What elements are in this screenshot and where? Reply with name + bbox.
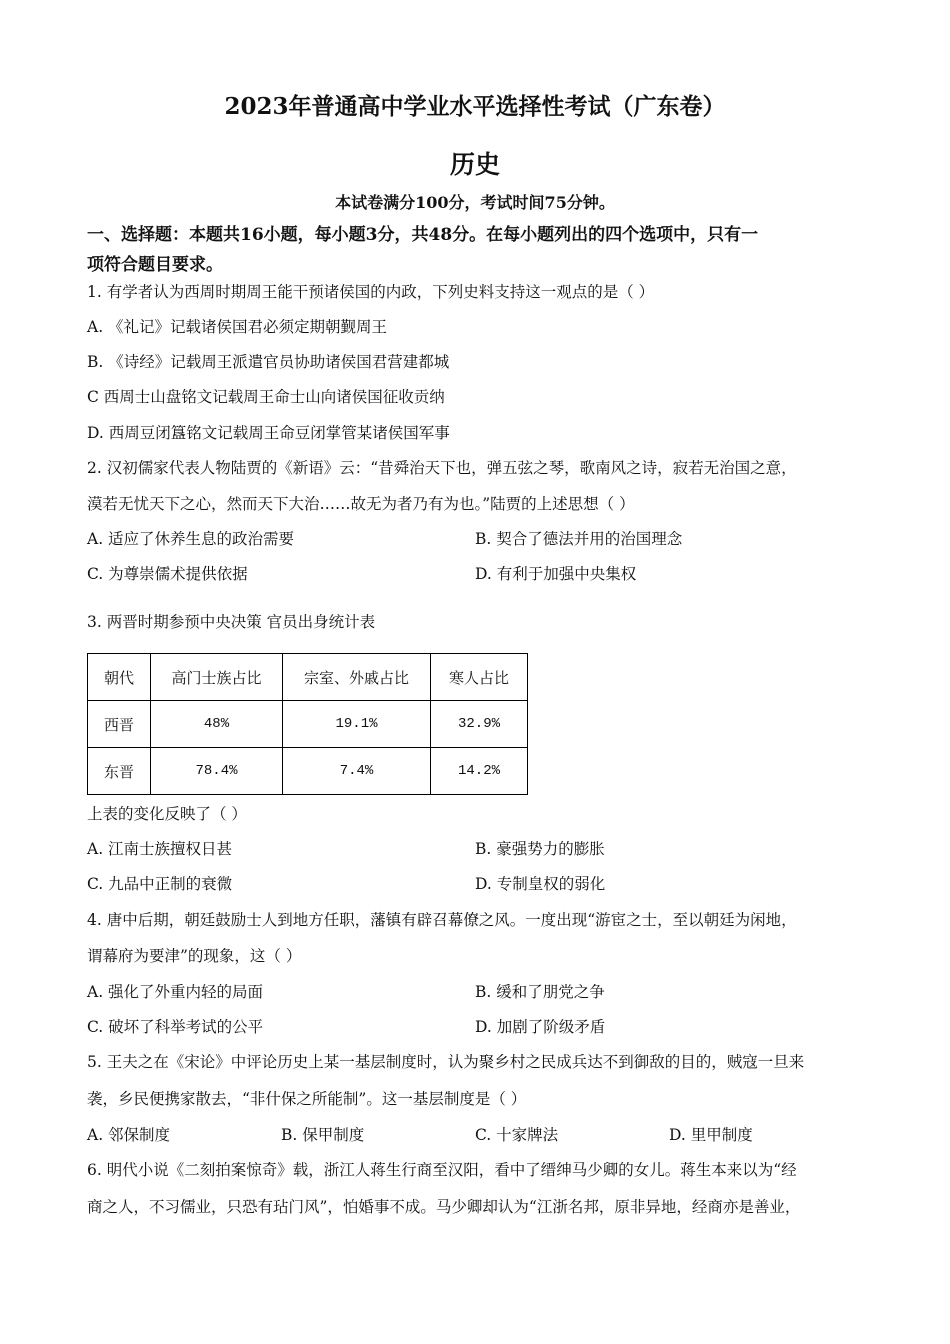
table-header-cell: 高门士族占比: [151, 654, 283, 701]
table-cell: 7.4%: [283, 748, 431, 795]
q4-stem-line2: 谓幕府为要津”的现象，这（ ）: [87, 947, 302, 965]
q4-option-d: D. 加剧了阶级矛盾: [475, 1018, 606, 1036]
q3-stem: 3. 两晋时期参预中央决策 官员出身统计表: [87, 613, 376, 631]
table-cell: 东晋: [88, 748, 151, 795]
q5-option-d: D. 里甲制度: [669, 1126, 753, 1144]
q1-option-d: D. 西周豆闭簋铭文记载周王命豆闭掌管某诸侯国军事: [87, 424, 450, 442]
q4-option-b: B. 缓和了朋党之争: [475, 983, 605, 1001]
q4-option-a: A. 强化了外重内轻的局面: [87, 983, 264, 1001]
q1-option-b: B. 《诗经》记载周王派遣官员协助诸侯国君营建都城: [87, 353, 450, 371]
q2-option-b: B. 契合了德法并用的治国理念: [475, 530, 683, 548]
q3-option-d: D. 专制皇权的弱化: [475, 875, 606, 893]
subject-title: 历史: [449, 150, 500, 179]
table-cell: 48%: [151, 701, 283, 748]
table-cell: 32.9%: [431, 701, 528, 748]
table-cell: 14.2%: [431, 748, 528, 795]
q2-option-c: C. 为尊崇儒术提供依据: [87, 565, 248, 583]
exam-title: 2023年普通高中学业水平选择性考试（广东卷）: [224, 93, 726, 120]
q3-option-b: B. 豪强势力的膨胀: [475, 840, 605, 858]
table-row: [88, 748, 528, 795]
q1-stem: 1. 有学者认为西周时期周王能干预诸侯国的内政，下列史料支持这一观点的是（ ）: [87, 283, 655, 301]
section-heading-line1: 一、选择题：本题共16小题，每小题3分，共48分。在每小题列出的四个选项中，只有一: [87, 225, 759, 245]
q2-stem-line1: 2. 汉初儒家代表人物陆贾的《新语》云：“昔舜治天下也，弹五弦之琴，歌南风之诗，寂若无治国之意，: [87, 459, 797, 477]
q4-option-c: C. 破坏了科举考试的公平: [87, 1018, 264, 1036]
q3-option-c: C. 九品中正制的衰微: [87, 875, 233, 893]
q2-option-d: D. 有利于加强中央集权: [475, 565, 637, 583]
table-header-cell: 朝代: [88, 654, 151, 701]
table-header-row: [88, 654, 528, 701]
q1-option-a: A. 《礼记》记载诸侯国君必须定期朝觐周王: [87, 318, 388, 336]
table-header-cell: 寒人占比: [431, 654, 528, 701]
q5-stem-line2: 袭，乡民便携家散去，“非什保之所能制”。这一基层制度是（ ）: [87, 1090, 527, 1108]
q3-after-table: 上表的变化反映了（ ）: [87, 805, 247, 823]
official-origin-table: [87, 653, 528, 795]
q5-stem-line1: 5. 王夫之在《宋论》中评论历史上某一基层制度时，认为聚乡村之民成兵达不到御敌的目的，贼寇一旦来: [87, 1053, 805, 1071]
q2-stem-line2: 漠若无忧天下之心，然而天下大治……故无为者乃有为也。”陆贾的上述思想（ ）: [87, 495, 635, 513]
table-header-cell: 宗室、外戚占比: [283, 654, 431, 701]
q5-option-a: A. 邻保制度: [87, 1126, 171, 1144]
q6-stem-line1: 6. 明代小说《二刻拍案惊奇》载，浙江人蒋生行商至汉阳，看中了缙绅马少卿的女儿。蒋生本来以为“经: [87, 1161, 797, 1179]
q4-stem-line1: 4. 唐中后期，朝廷鼓励士人到地方任职，藩镇有辟召幕僚之风。一度出现“游宦之士，至以朝廷为闲地，: [87, 911, 797, 929]
q2-option-a: A. 适应了休养生息的政治需要: [87, 530, 295, 548]
table-cell: 19.1%: [283, 701, 431, 748]
table-row: [88, 701, 528, 748]
table-cell: 78.4%: [151, 748, 283, 795]
table-cell: 西晋: [88, 701, 151, 748]
q3-option-a: A. 江南士族擅权日甚: [87, 840, 233, 858]
q5-option-b: B. 保甲制度: [281, 1126, 365, 1144]
section-heading-line2: 项符合题目要求。: [87, 255, 223, 275]
q5-option-c: C. 十家牌法: [475, 1126, 559, 1144]
exam-notice: 本试卷满分100分，考试时间75分钟。: [335, 193, 615, 212]
q6-stem-line2: 商之人，不习儒业，只恐有玷门风”，怕婚事不成。马少卿却认为“江浙名邦，原非异地，经商亦是善业，: [87, 1198, 801, 1216]
q1-option-c: C 西周士山盘铭文记载周王命士山向诸侯国征收贡纳: [87, 388, 445, 406]
